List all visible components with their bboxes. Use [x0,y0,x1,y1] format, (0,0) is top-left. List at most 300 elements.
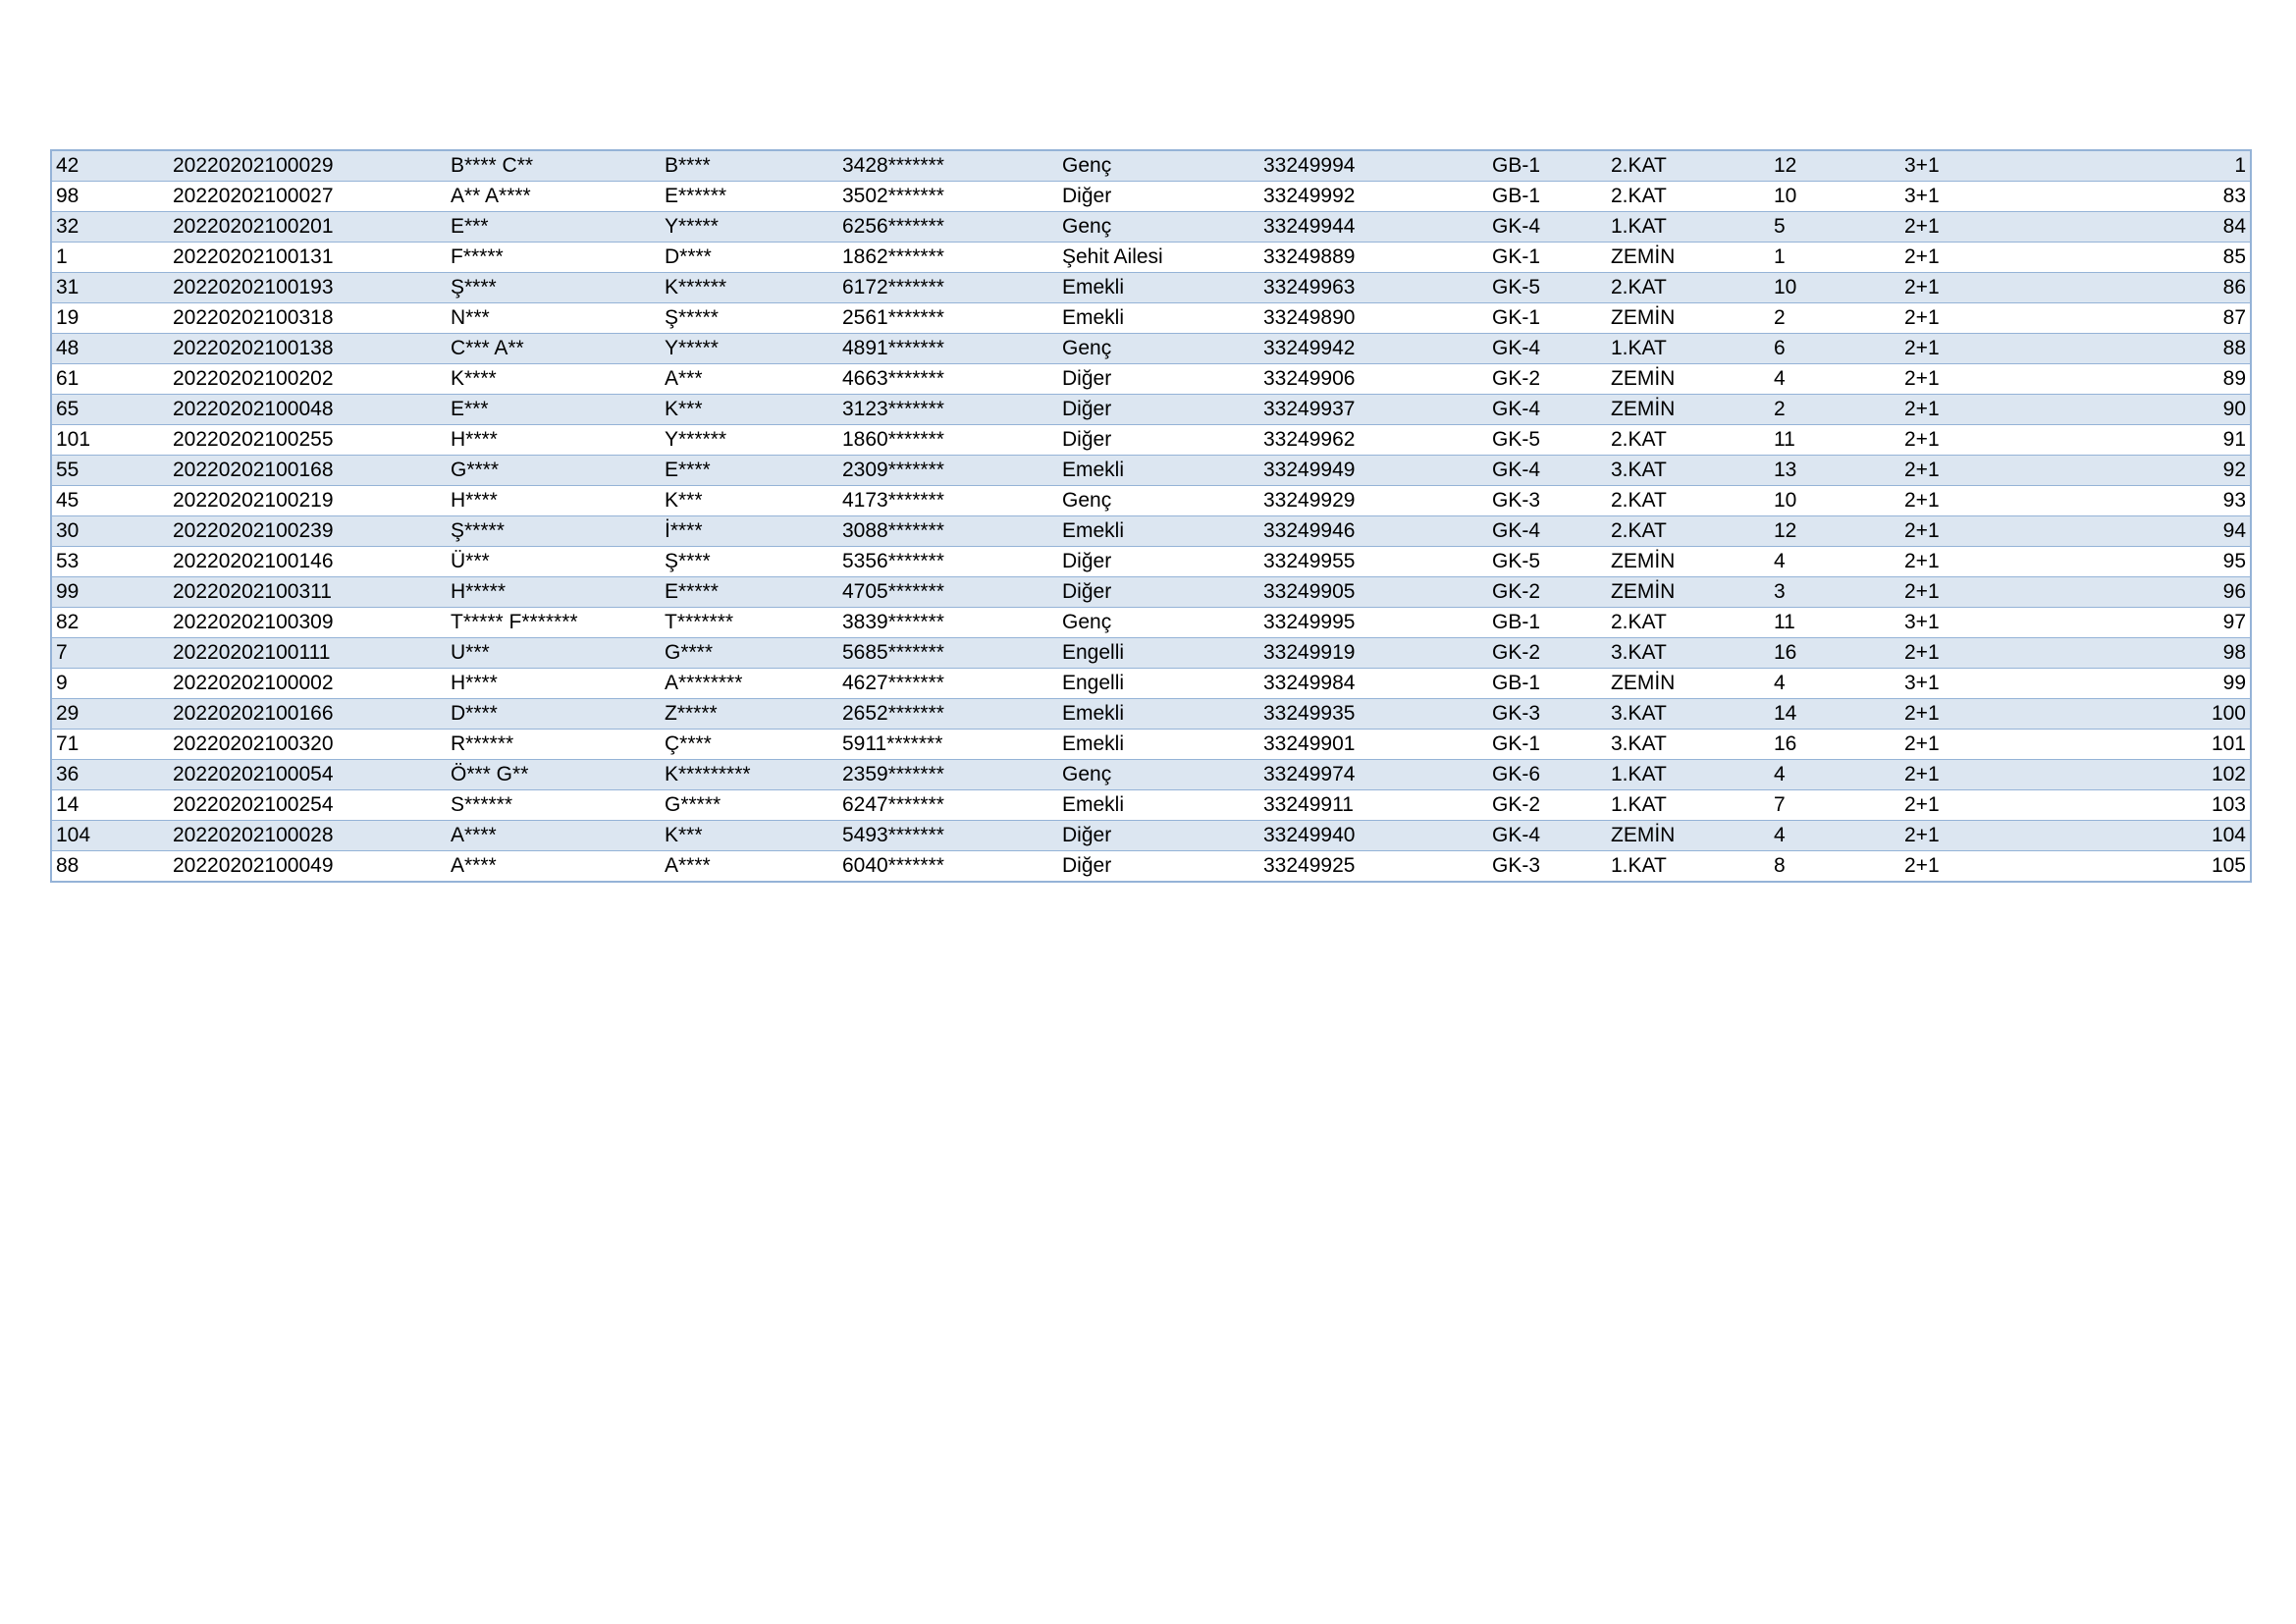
table-row [51,334,2251,364]
floor-cell: 3.KAT [1607,730,1770,760]
application-number-cell: 20220202100254 [169,790,447,821]
reference-number-cell: 33249940 [1259,821,1488,851]
room-type-cell: 2+1 [1900,395,2057,425]
floor-cell: ZEMİN [1607,577,1770,608]
id-number-cell: 2359******* [838,760,1058,790]
flat-number-cell: 16 [1770,730,1900,760]
floor-cell: 2.KAT [1607,486,1770,516]
category-cell: Genç [1058,150,1259,182]
last-name-cell: Y****** [661,425,838,456]
order-number-cell: 1 [2057,150,2251,182]
id-number-cell: 5493******* [838,821,1058,851]
category-cell: Emekli [1058,456,1259,486]
last-name-cell: K********* [661,760,838,790]
flat-number-cell: 10 [1770,273,1900,303]
block-cell: GB-1 [1488,608,1607,638]
order-number-cell: 99 [2057,669,2251,699]
block-cell: GK-4 [1488,821,1607,851]
room-type-cell: 2+1 [1900,577,2057,608]
last-name-cell: K****** [661,273,838,303]
flat-number-cell: 16 [1770,638,1900,669]
id-number-cell: 3839******* [838,608,1058,638]
table-row [51,182,2251,212]
application-number-cell: 20220202100320 [169,730,447,760]
first-name-cell: R****** [447,730,661,760]
floor-cell: 1.KAT [1607,790,1770,821]
block-cell: GK-2 [1488,364,1607,395]
application-number-cell: 20220202100201 [169,212,447,243]
last-name-cell: K*** [661,395,838,425]
application-number-cell: 20220202100168 [169,456,447,486]
block-cell: GK-5 [1488,547,1607,577]
id-number-cell: 6256******* [838,212,1058,243]
first-name-cell: Ü*** [447,547,661,577]
category-cell: Engelli [1058,638,1259,669]
first-name-cell: G**** [447,456,661,486]
first-name-cell: A**** [447,821,661,851]
room-type-cell: 2+1 [1900,638,2057,669]
table-row [51,730,2251,760]
application-number-cell: 20220202100002 [169,669,447,699]
floor-cell: 2.KAT [1607,273,1770,303]
id-number-cell: 2561******* [838,303,1058,334]
id-number-cell: 1860******* [838,425,1058,456]
flat-number-cell: 4 [1770,760,1900,790]
category-cell: Genç [1058,334,1259,364]
room-type-cell: 2+1 [1900,760,2057,790]
table-row [51,212,2251,243]
reference-number-cell: 33249946 [1259,516,1488,547]
row-number-cell: 19 [51,303,169,334]
order-number-cell: 92 [2057,456,2251,486]
category-cell: Emekli [1058,303,1259,334]
flat-number-cell: 2 [1770,395,1900,425]
reference-number-cell: 33249890 [1259,303,1488,334]
floor-cell: ZEMİN [1607,364,1770,395]
room-type-cell: 2+1 [1900,851,2057,883]
table-row [51,851,2251,883]
floor-cell: ZEMİN [1607,395,1770,425]
room-type-cell: 2+1 [1900,486,2057,516]
flat-number-cell: 5 [1770,212,1900,243]
first-name-cell: A**** [447,851,661,883]
block-cell: GK-4 [1488,456,1607,486]
row-number-cell: 53 [51,547,169,577]
id-number-cell: 4173******* [838,486,1058,516]
first-name-cell: U*** [447,638,661,669]
category-cell: Diğer [1058,395,1259,425]
room-type-cell: 2+1 [1900,364,2057,395]
room-type-cell: 2+1 [1900,243,2057,273]
application-number-cell: 20220202100131 [169,243,447,273]
row-number-cell: 31 [51,273,169,303]
room-type-cell: 2+1 [1900,456,2057,486]
reference-number-cell: 33249942 [1259,334,1488,364]
application-number-cell: 20220202100311 [169,577,447,608]
row-number-cell: 99 [51,577,169,608]
room-type-cell: 2+1 [1900,547,2057,577]
first-name-cell: C*** A** [447,334,661,364]
reference-number-cell: 33249906 [1259,364,1488,395]
room-type-cell: 2+1 [1900,273,2057,303]
block-cell: GK-4 [1488,334,1607,364]
order-number-cell: 102 [2057,760,2251,790]
id-number-cell: 5356******* [838,547,1058,577]
last-name-cell: Z***** [661,699,838,730]
data-table [50,149,2252,883]
floor-cell: ZEMİN [1607,821,1770,851]
last-name-cell: B**** [661,150,838,182]
reference-number-cell: 33249962 [1259,425,1488,456]
flat-number-cell: 11 [1770,425,1900,456]
table-row [51,638,2251,669]
last-name-cell: A**** [661,851,838,883]
row-number-cell: 29 [51,699,169,730]
table-row [51,486,2251,516]
floor-cell: 3.KAT [1607,638,1770,669]
last-name-cell: Ş***** [661,303,838,334]
category-cell: Diğer [1058,547,1259,577]
id-number-cell: 4663******* [838,364,1058,395]
id-number-cell: 3123******* [838,395,1058,425]
last-name-cell: A******** [661,669,838,699]
row-number-cell: 32 [51,212,169,243]
order-number-cell: 100 [2057,699,2251,730]
row-number-cell: 1 [51,243,169,273]
order-number-cell: 93 [2057,486,2251,516]
table-row [51,425,2251,456]
first-name-cell: S****** [447,790,661,821]
id-number-cell: 4705******* [838,577,1058,608]
block-cell: GK-4 [1488,516,1607,547]
flat-number-cell: 12 [1770,150,1900,182]
room-type-cell: 2+1 [1900,516,2057,547]
id-number-cell: 1862******* [838,243,1058,273]
room-type-cell: 2+1 [1900,303,2057,334]
flat-number-cell: 4 [1770,669,1900,699]
application-number-cell: 20220202100193 [169,273,447,303]
id-number-cell: 3428******* [838,150,1058,182]
id-number-cell: 6040******* [838,851,1058,883]
order-number-cell: 104 [2057,821,2251,851]
floor-cell: 1.KAT [1607,334,1770,364]
reference-number-cell: 33249992 [1259,182,1488,212]
row-number-cell: 48 [51,334,169,364]
flat-number-cell: 4 [1770,547,1900,577]
first-name-cell: E*** [447,395,661,425]
table-row [51,456,2251,486]
category-cell: Diğer [1058,851,1259,883]
order-number-cell: 95 [2057,547,2251,577]
table-row [51,547,2251,577]
table-row [51,395,2251,425]
flat-number-cell: 1 [1770,243,1900,273]
order-number-cell: 87 [2057,303,2251,334]
category-cell: Diğer [1058,425,1259,456]
block-cell: GK-6 [1488,760,1607,790]
order-number-cell: 105 [2057,851,2251,883]
application-number-cell: 20220202100111 [169,638,447,669]
category-cell: Diğer [1058,821,1259,851]
block-cell: GK-2 [1488,790,1607,821]
last-name-cell: E****** [661,182,838,212]
table-row [51,150,2251,182]
floor-cell: 3.KAT [1607,456,1770,486]
block-cell: GK-1 [1488,243,1607,273]
floor-cell: 2.KAT [1607,516,1770,547]
room-type-cell: 2+1 [1900,730,2057,760]
category-cell: Emekli [1058,273,1259,303]
room-type-cell: 2+1 [1900,699,2057,730]
order-number-cell: 98 [2057,638,2251,669]
flat-number-cell: 10 [1770,486,1900,516]
category-cell: Diğer [1058,364,1259,395]
floor-cell: 2.KAT [1607,150,1770,182]
row-number-cell: 61 [51,364,169,395]
id-number-cell: 5911******* [838,730,1058,760]
category-cell: Şehit Ailesi [1058,243,1259,273]
last-name-cell: İ**** [661,516,838,547]
block-cell: GK-5 [1488,425,1607,456]
flat-number-cell: 6 [1770,334,1900,364]
application-number-cell: 20220202100255 [169,425,447,456]
last-name-cell: T******* [661,608,838,638]
floor-cell: ZEMİN [1607,303,1770,334]
flat-number-cell: 4 [1770,821,1900,851]
reference-number-cell: 33249889 [1259,243,1488,273]
application-number-cell: 20220202100318 [169,303,447,334]
row-number-cell: 7 [51,638,169,669]
application-number-cell: 20220202100166 [169,699,447,730]
flat-number-cell: 13 [1770,456,1900,486]
flat-number-cell: 12 [1770,516,1900,547]
block-cell: GK-1 [1488,303,1607,334]
reference-number-cell: 33249955 [1259,547,1488,577]
order-number-cell: 85 [2057,243,2251,273]
row-number-cell: 36 [51,760,169,790]
first-name-cell: H**** [447,425,661,456]
table-row [51,760,2251,790]
row-number-cell: 14 [51,790,169,821]
order-number-cell: 86 [2057,273,2251,303]
table-row [51,577,2251,608]
order-number-cell: 96 [2057,577,2251,608]
row-number-cell: 71 [51,730,169,760]
reference-number-cell: 33249994 [1259,150,1488,182]
row-number-cell: 88 [51,851,169,883]
block-cell: GK-3 [1488,699,1607,730]
order-number-cell: 83 [2057,182,2251,212]
row-number-cell: 30 [51,516,169,547]
table-row [51,364,2251,395]
table-body [51,150,2251,882]
floor-cell: 1.KAT [1607,851,1770,883]
reference-number-cell: 33249905 [1259,577,1488,608]
application-number-cell: 20220202100202 [169,364,447,395]
last-name-cell: K*** [661,821,838,851]
first-name-cell: Ş**** [447,273,661,303]
id-number-cell: 5685******* [838,638,1058,669]
room-type-cell: 3+1 [1900,608,2057,638]
category-cell: Engelli [1058,669,1259,699]
first-name-cell: H***** [447,577,661,608]
block-cell: GK-4 [1488,395,1607,425]
application-number-cell: 20220202100054 [169,760,447,790]
id-number-cell: 6172******* [838,273,1058,303]
floor-cell: 3.KAT [1607,699,1770,730]
id-number-cell: 4891******* [838,334,1058,364]
reference-number-cell: 33249944 [1259,212,1488,243]
last-name-cell: K*** [661,486,838,516]
category-cell: Genç [1058,760,1259,790]
reference-number-cell: 33249929 [1259,486,1488,516]
floor-cell: 1.KAT [1607,212,1770,243]
table-row [51,790,2251,821]
first-name-cell: Ş***** [447,516,661,547]
block-cell: GK-5 [1488,273,1607,303]
last-name-cell: G***** [661,790,838,821]
category-cell: Genç [1058,212,1259,243]
id-number-cell: 3088******* [838,516,1058,547]
order-number-cell: 84 [2057,212,2251,243]
reference-number-cell: 33249984 [1259,669,1488,699]
application-number-cell: 20220202100049 [169,851,447,883]
row-number-cell: 101 [51,425,169,456]
table-row [51,669,2251,699]
floor-cell: 2.KAT [1607,608,1770,638]
row-number-cell: 42 [51,150,169,182]
last-name-cell: Y***** [661,334,838,364]
last-name-cell: A*** [661,364,838,395]
application-number-cell: 20220202100048 [169,395,447,425]
block-cell: GK-2 [1488,577,1607,608]
room-type-cell: 2+1 [1900,790,2057,821]
last-name-cell: D**** [661,243,838,273]
row-number-cell: 98 [51,182,169,212]
application-number-cell: 20220202100146 [169,547,447,577]
reference-number-cell: 33249995 [1259,608,1488,638]
first-name-cell: T***** F******* [447,608,661,638]
flat-number-cell: 2 [1770,303,1900,334]
first-name-cell: E*** [447,212,661,243]
application-number-cell: 20220202100138 [169,334,447,364]
order-number-cell: 94 [2057,516,2251,547]
first-name-cell: H**** [447,486,661,516]
first-name-cell: D**** [447,699,661,730]
row-number-cell: 65 [51,395,169,425]
last-name-cell: E***** [661,577,838,608]
order-number-cell: 91 [2057,425,2251,456]
reference-number-cell: 33249937 [1259,395,1488,425]
row-number-cell: 9 [51,669,169,699]
table-row [51,516,2251,547]
order-number-cell: 101 [2057,730,2251,760]
block-cell: GK-2 [1488,638,1607,669]
last-name-cell: Ş**** [661,547,838,577]
order-number-cell: 89 [2057,364,2251,395]
floor-cell: ZEMİN [1607,243,1770,273]
category-cell: Diğer [1058,182,1259,212]
reference-number-cell: 33249901 [1259,730,1488,760]
first-name-cell: N*** [447,303,661,334]
order-number-cell: 88 [2057,334,2251,364]
application-number-cell: 20220202100029 [169,150,447,182]
table-row [51,821,2251,851]
table-row [51,243,2251,273]
reference-number-cell: 33249963 [1259,273,1488,303]
application-number-cell: 20220202100239 [169,516,447,547]
last-name-cell: Ç**** [661,730,838,760]
order-number-cell: 103 [2057,790,2251,821]
block-cell: GB-1 [1488,182,1607,212]
row-number-cell: 45 [51,486,169,516]
category-cell: Genç [1058,608,1259,638]
table-row [51,303,2251,334]
first-name-cell: F***** [447,243,661,273]
table-row [51,273,2251,303]
table-row [51,608,2251,638]
room-type-cell: 3+1 [1900,669,2057,699]
room-type-cell: 2+1 [1900,425,2057,456]
first-name-cell: Ö*** G** [447,760,661,790]
last-name-cell: G**** [661,638,838,669]
block-cell: GK-1 [1488,730,1607,760]
reference-number-cell: 33249949 [1259,456,1488,486]
reference-number-cell: 33249911 [1259,790,1488,821]
flat-number-cell: 4 [1770,364,1900,395]
reference-number-cell: 33249925 [1259,851,1488,883]
block-cell: GK-3 [1488,851,1607,883]
floor-cell: ZEMİN [1607,669,1770,699]
first-name-cell: B**** C** [447,150,661,182]
reference-number-cell: 33249935 [1259,699,1488,730]
last-name-cell: Y***** [661,212,838,243]
order-number-cell: 90 [2057,395,2251,425]
first-name-cell: H**** [447,669,661,699]
last-name-cell: E**** [661,456,838,486]
room-type-cell: 2+1 [1900,212,2057,243]
id-number-cell: 6247******* [838,790,1058,821]
application-number-cell: 20220202100028 [169,821,447,851]
block-cell: GK-3 [1488,486,1607,516]
row-number-cell: 82 [51,608,169,638]
block-cell: GB-1 [1488,669,1607,699]
application-number-cell: 20220202100309 [169,608,447,638]
flat-number-cell: 14 [1770,699,1900,730]
order-number-cell: 97 [2057,608,2251,638]
id-number-cell: 3502******* [838,182,1058,212]
category-cell: Emekli [1058,699,1259,730]
room-type-cell: 2+1 [1900,334,2057,364]
floor-cell: ZEMİN [1607,547,1770,577]
room-type-cell: 2+1 [1900,821,2057,851]
category-cell: Emekli [1058,516,1259,547]
category-cell: Emekli [1058,790,1259,821]
flat-number-cell: 11 [1770,608,1900,638]
block-cell: GB-1 [1488,150,1607,182]
category-cell: Emekli [1058,730,1259,760]
room-type-cell: 3+1 [1900,182,2057,212]
room-type-cell: 3+1 [1900,150,2057,182]
id-number-cell: 4627******* [838,669,1058,699]
flat-number-cell: 7 [1770,790,1900,821]
category-cell: Genç [1058,486,1259,516]
block-cell: GK-4 [1488,212,1607,243]
flat-number-cell: 10 [1770,182,1900,212]
application-number-cell: 20220202100219 [169,486,447,516]
application-number-cell: 20220202100027 [169,182,447,212]
id-number-cell: 2309******* [838,456,1058,486]
